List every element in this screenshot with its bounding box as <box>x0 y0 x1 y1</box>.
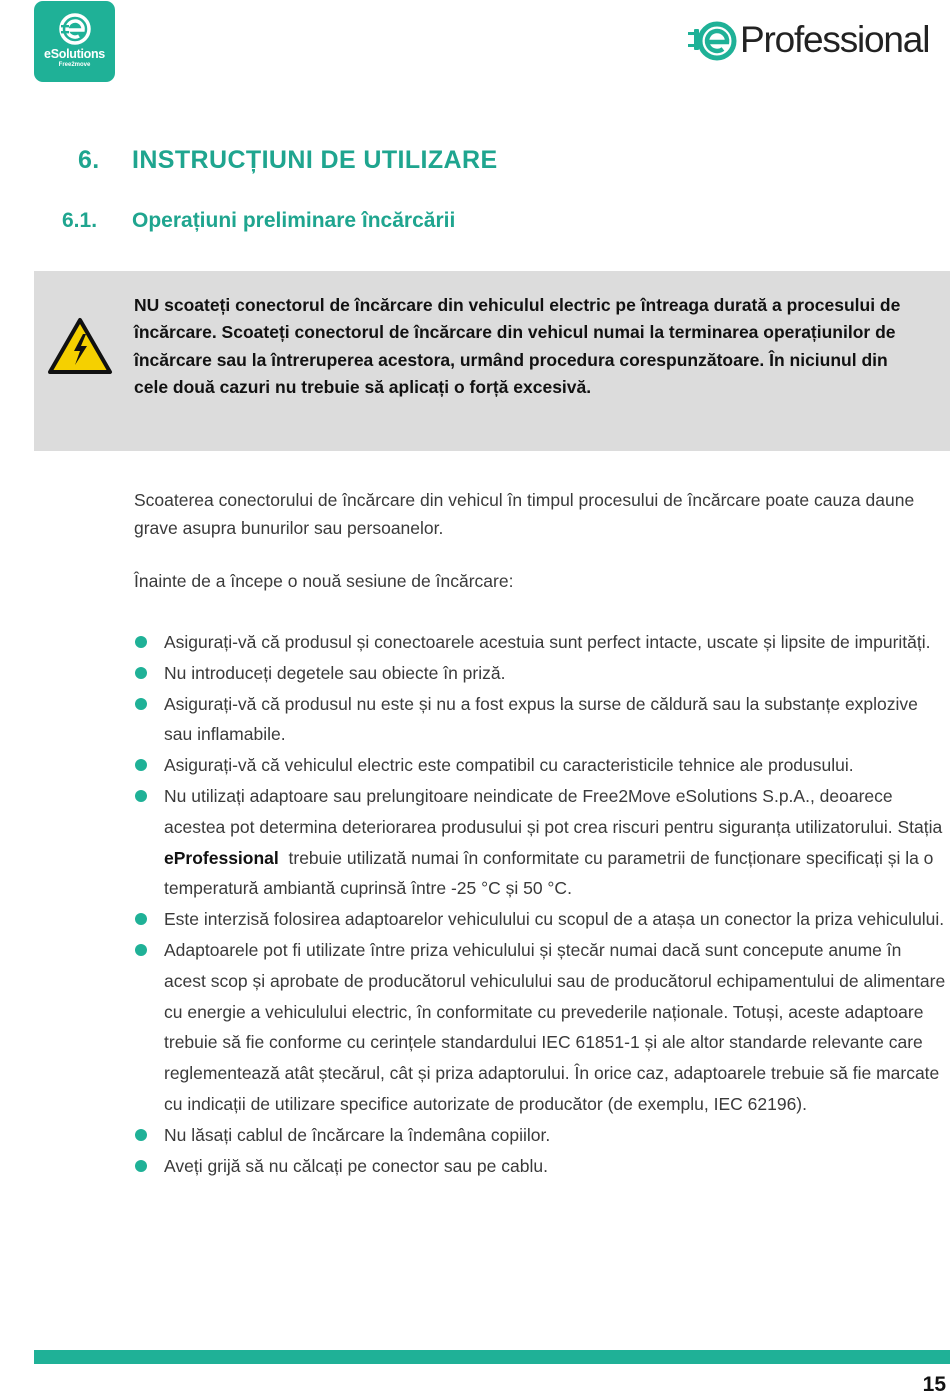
list-item <box>134 935 948 1120</box>
bullet-icon <box>135 698 147 710</box>
bullet-icon <box>135 636 147 648</box>
footer-bar <box>34 1350 950 1364</box>
intro-paragraph: Scoaterea conectorului de încărcare din vehicul în timpul procesului de încărcare poate cauza daune grave asupra bunurilor sau persoanelor. <box>134 490 915 538</box>
bullet-icon <box>135 1129 147 1141</box>
free2move-text: Free2move <box>58 62 91 68</box>
bullet-icon <box>135 759 147 771</box>
list-item <box>134 750 948 781</box>
subsection-number: 6.1. <box>62 209 98 232</box>
bullet-icon <box>135 667 147 679</box>
subsection-title: Operațiuni preliminare încărcării <box>132 209 456 232</box>
eprofessional-logo <box>688 16 950 66</box>
precautions-list <box>134 627 948 1181</box>
product-name: eProfessional <box>164 847 279 868</box>
list-item <box>134 1151 948 1182</box>
list-item-text: Adaptoarele pot fi utilizate între priza vehiculului și ștecăr numai dacă sunt concepute anume în acest scop și aprobate de producătorul vehiculului sau de producătorul echipamentului de alimentare cu energie a vehiculului electric, în conformitate cu prevederile naționale. Totuși, aceste adaptoare trebuie să fie conforme cu cerințele standardului IEC 61851-1 și ale altor standarde relevante care reglementează atât ștecărul, cât și priza adaptorului. În orice caz, adaptoarele trebuie să fie marcate cu indicații de utilizare specifice autorizate de producător (de exemplu, IEC 62196). <box>164 939 946 1114</box>
bullet-icon <box>135 790 147 802</box>
list-item-text: trebuie utilizată numai în conformitate cu parametrii de funcționare specificați și la o temperatură ambiantă cuprinsă între -25 °C și 50 °C. <box>164 847 939 899</box>
list-item <box>134 1120 948 1151</box>
list-item <box>134 627 948 658</box>
list-item-text: Asigurați-vă că vehiculul electric este compatibil cu caracteristicile tehnice ale produsului. <box>164 755 854 776</box>
professional-wordmark: Professional <box>740 19 930 60</box>
list-item <box>134 904 948 935</box>
warning-box <box>34 271 950 451</box>
warning-text: NU scoateți conectorul de încărcare din vehiculul electric pe întreaga durată a procesului de încărcare. Scoateți conectorul de încărcare din vehicul numai la terminarea operațiunilor de încărcare sau la întreruperea acestora, urmând procedura corespunzătoare. În niciunul din cele două cazuri nu trebuie să aplicați o forță excesivă. <box>134 295 901 397</box>
list-item <box>134 689 948 751</box>
list-item-text: Nu utilizați adaptoare sau prelungitoare neindicate de Free2Move eSolutions S.p.A., deoarece acestea pot determina deteriorarea produsului și pot crea riscuri pentru siguranța utilizatorului. Stația <box>164 785 943 837</box>
page-number: 15 <box>922 1373 946 1396</box>
before-charging-paragraph: Înainte de a începe o nouă sesiune de încărcare: <box>134 571 514 591</box>
list-item-text: Nu introduceți degetele sau obiecte în priză. <box>164 662 506 683</box>
list-item-text: Asigurați-vă că produsul și conectoarele acestuia sunt perfect intacte, uscate și lipsite de impurități. <box>164 632 931 652</box>
section-title: INSTRUCȚIUNI DE UTILIZARE <box>132 146 498 174</box>
bullet-icon <box>135 944 147 956</box>
esolutions-logo <box>34 1 115 82</box>
list-item-text: Asigurați-vă că produsul nu este și nu a fost expus la surse de căldură sau la substanțe explozive sau inflamabile. <box>164 693 918 745</box>
list-item-text: Aveți grijă să nu călcați pe conector sau pe cablu. <box>164 1155 548 1176</box>
plug-e-icon <box>688 18 738 64</box>
bullet-icon <box>135 913 147 925</box>
list-item <box>134 781 948 904</box>
esolutions-brand-text: eSolutions <box>44 47 105 61</box>
section-number: 6. <box>78 146 100 174</box>
list-item-text: Este interzisă folosirea adaptoarelor vehiculului cu scopul de a atașa un conector la priza vehiculului. <box>164 909 945 930</box>
list-item-text: Nu lăsați cablul de încărcare la îndemâna copiilor. <box>164 1124 551 1145</box>
list-item <box>134 658 948 689</box>
plug-e-icon <box>58 12 92 46</box>
bullet-icon <box>135 1160 147 1172</box>
high-voltage-warning-icon <box>47 317 113 375</box>
